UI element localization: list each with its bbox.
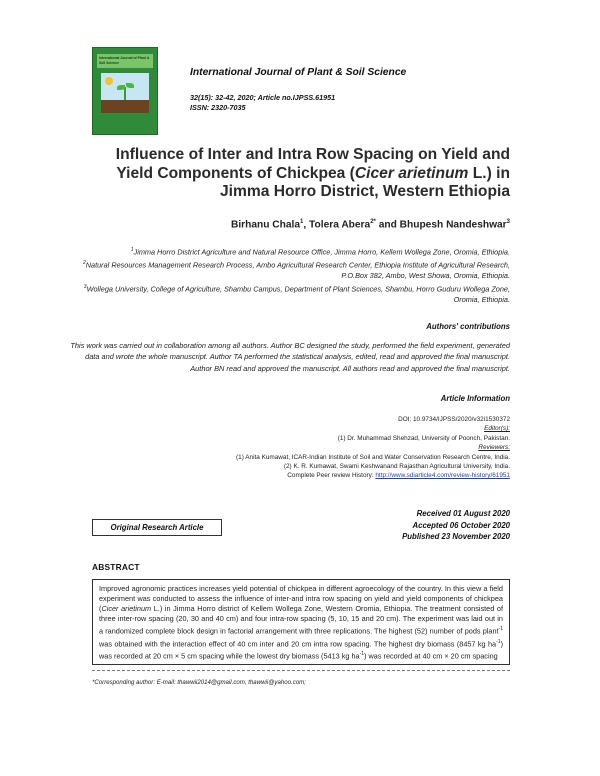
abstract-box (92, 579, 510, 665)
review-history-link[interactable]: http://www.sdiarticle4.com/review-history/61951 (375, 472, 510, 480)
footnote-divider (92, 670, 510, 671)
cover-title-band (97, 54, 153, 68)
cover-title: International Journal of Plant & Soil Science (99, 56, 150, 65)
article-info-heading: Article Information (440, 394, 510, 403)
plant-stem (124, 87, 126, 101)
accepted-date: Accepted 06 October 2020 (412, 520, 510, 530)
journal-cover-image (92, 47, 158, 135)
article-info (70, 415, 510, 481)
doi: DOI: 10.9734/IJPSS/2020/v32i1530372 (398, 416, 510, 423)
author-name: Birhanu Chala (230, 219, 301, 231)
review-history: Complete Peer review History: http://www.sdiarticle4.com/review-history/61951 (287, 472, 510, 480)
author-name: Tolera Abera (309, 219, 371, 231)
sun-icon (105, 77, 113, 85)
author-name: Bhupesh Nandeshwar (399, 219, 507, 231)
abstract-text: Improved agronomic practices increases yield potential of chickpea in different agroecology of the country. In this view a field experiment was conducted to assess the influence of inter-and intra row spacing on yield and yield components of chickpea (Cicer arietinum L.) in Jimma Horro district of Kellem Wollega Zone, Western Oromia, Ethiopia. The treatment consisted of three inter-row spacing (20, 30 and 40 cm) and four intra-row spacing (5, 10, 15 and 20 cm). The experiment was laid out in a randomized complete block design in factorial arrangement with three replications. The highest (52) number of pods plant$^{-1}$ was obtained with the interaction effect of 40 cm inter and 20 cm intra row spacing. The highest dry biomass (8457 kg $ha^{-1}$) was recorded at 20 cm × 5 cm spacing while the lowest dry biomass (5413 kg $ha^{-1}$) was recorded at 40 cm × 20 cm spacing (99, 584, 503, 661)
corresponding-author-footnote: *Corresponding author: E-mail: thawwii2014@gmail.com, thawwii@yahoo.com; (92, 679, 306, 686)
reviewers-label: Reviewers: (478, 444, 510, 452)
soil-layer (101, 100, 149, 113)
affiliations (70, 245, 510, 306)
reviewer-entry: (1) Anita Kumawat, ICAR-Indian Institute of Soil and Water Conservation Research Centre, India. (236, 453, 510, 461)
issn: ISSN: 2320-7035 (190, 103, 246, 112)
journal-name: International Journal of Plant & Soil Science (190, 67, 407, 78)
author-list: Birhanu Chala$^1$, Tolera Abera$^{2*}$ and Bhupesh Nandeshwar$^3$ (230, 219, 510, 231)
contributions-text: This work was carried out in collaboration among all authors. Author BC designed the study, performed the field experiment, generated data and wrote the whole manuscript. Author TA performed the statistical analysis, edited, read and approved the final manuscript. Author BN read and approved the manuscript. All authors read and approved the final manuscript. (70, 341, 510, 373)
citation: 32(15): 32-42, 2020; Article no.IJPSS.61951 (190, 93, 336, 102)
publication-dates (402, 508, 510, 543)
article-type-badge: Original Research Article (92, 519, 222, 536)
species-name: Cicer arietinum (354, 164, 469, 182)
leaf-icon (126, 83, 134, 88)
paper-title: Influence of Inter and Intra Row Spacing on Yield and Yield Components of Chickpea (Cicer arietinum L.) in Jimma Horro District, Western Ethiopia (115, 146, 510, 200)
abstract-heading: ABSTRACT (92, 562, 140, 572)
received-date: Received 01 August 2020 (416, 509, 510, 518)
contributions-heading: Authors' contributions (426, 322, 510, 331)
editors-label: Editor(s): (484, 425, 510, 433)
editor-entry: (1) Dr. Muhammad Shehzad, University of Poonch, Pakistan. (337, 434, 510, 442)
affiliation: $^2$Natural Resources Management Research Process, Ambo Agricultural Research Center, Ethiopia Institute of Agricultural Research, P.O.Box 382, Ambo, West Showa, Oromia, Ethiopia. (82, 260, 510, 281)
cover-plant-illustration (101, 73, 149, 113)
published-date: Published 23 November 2020 (402, 532, 510, 542)
affiliation: $^1$Jimma Horro District Agriculture and Natural Resource Office, Jimma Horro, Kellem Wollega Zone, Oromia, Ethiopia. (130, 247, 510, 257)
affiliation: $^3$Wollega University, College of Agriculture, Shambu Campus, Department of Plant Sciences, Shambu, Horro Guduru Wollega Zone, Oromia, Ethiopia. (83, 284, 510, 305)
leaf-icon (117, 85, 125, 90)
reviewer-entry: (2) K. R. Kumawat, Swami Keshwanand Rajasthan Agricultural University, India. (283, 463, 510, 471)
